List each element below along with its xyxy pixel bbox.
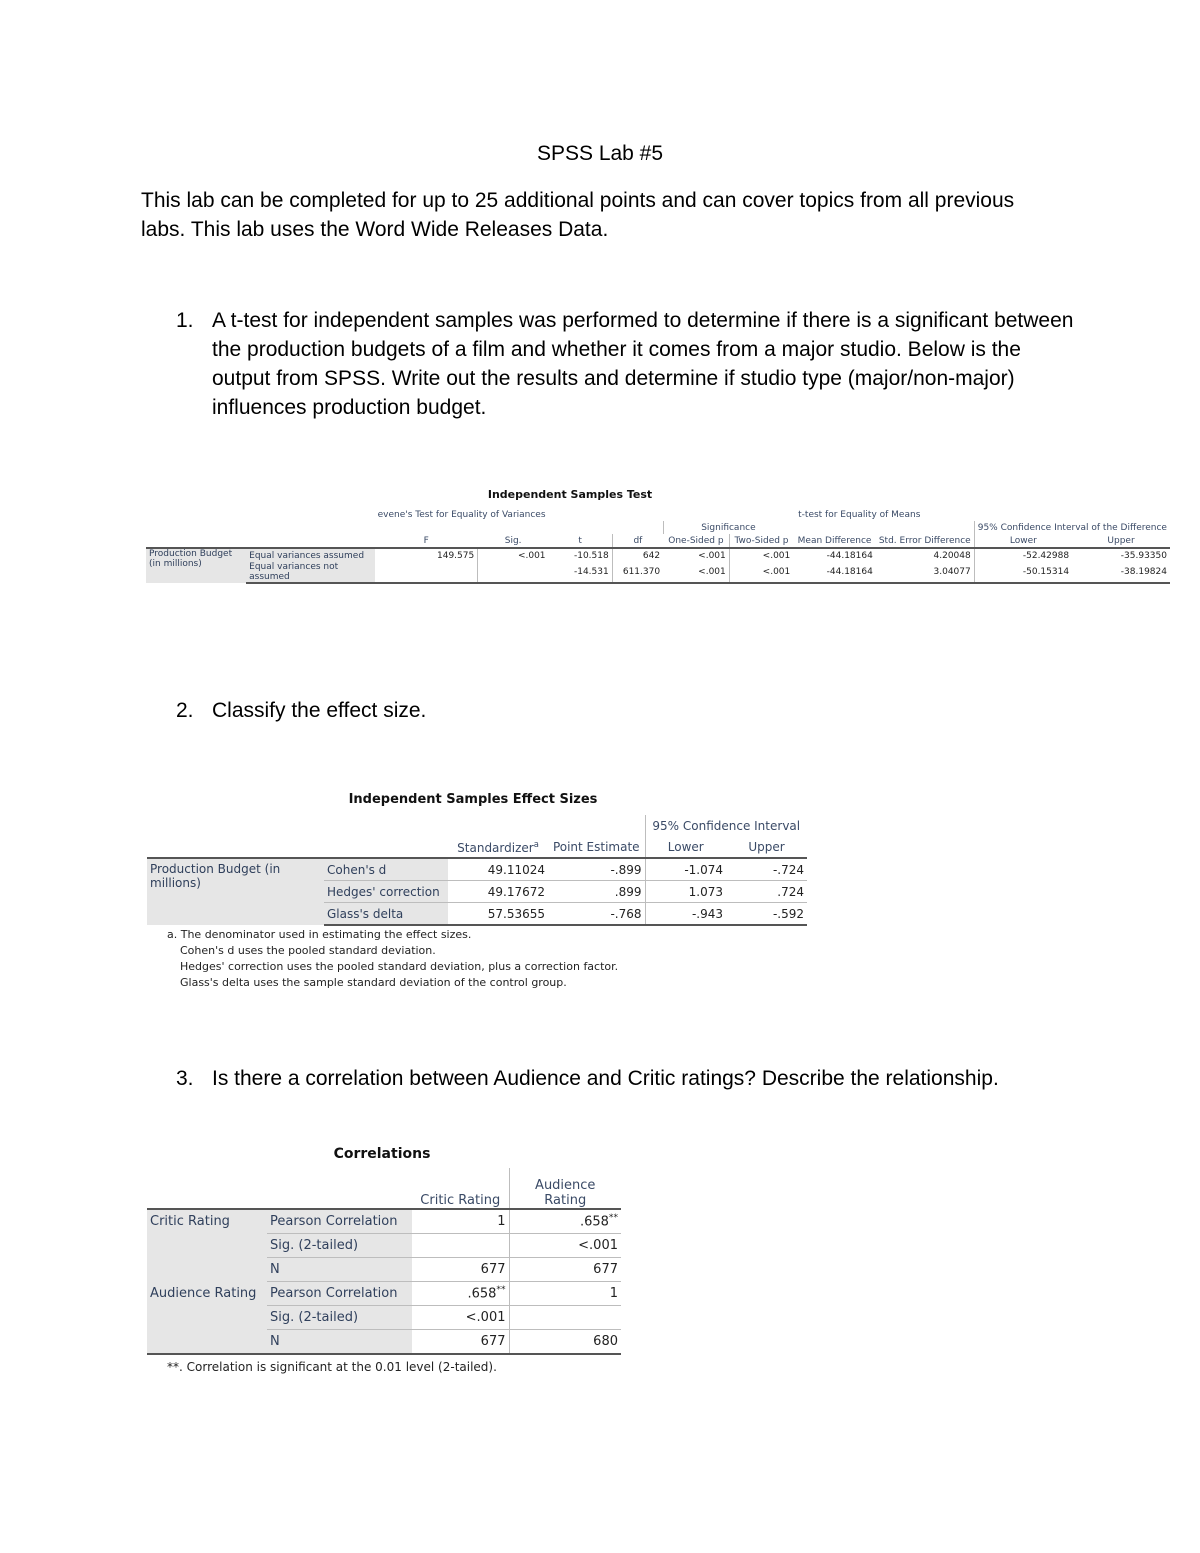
table-cell: -.899 <box>548 858 645 881</box>
table-cell: -.943 <box>645 903 726 926</box>
question-text: Classify the effect size. <box>212 699 427 722</box>
question-number: 2. <box>176 699 194 722</box>
table-cell: 680 <box>509 1330 621 1355</box>
table-cell: -14.531 <box>549 562 613 583</box>
footnote-line: Glass's delta uses the sample standard deviation of the control group. <box>180 976 567 989</box>
table-row <box>146 548 1170 562</box>
question-number: 3. <box>176 1067 194 1090</box>
ci-header: 95% Confidence Interval of the Difference <box>974 521 1170 534</box>
table-cell: 1 <box>412 1209 509 1234</box>
table-cell <box>509 1306 621 1330</box>
independent-samples-test-table <box>146 508 1170 584</box>
table2-footnotes <box>167 927 618 991</box>
question-text: A t-test for independent samples was performed to determine if there is a significant between the production budgets of a film and whether it comes from a major studio. Below is the output from SPSS. Write out the results and determine if studio type (major/non-major) influences production budget. <box>212 309 1074 419</box>
effect-sizes-table <box>147 815 807 926</box>
correlations-table <box>147 1168 621 1355</box>
table-cell: -50.15314 <box>974 562 1072 583</box>
row-group-label: Critic Rating <box>147 1209 267 1282</box>
table-cell: 677 <box>412 1330 509 1355</box>
table-row <box>146 562 1170 583</box>
col-header: t <box>549 534 613 548</box>
table-cell: -52.42988 <box>974 548 1072 562</box>
table-cell: 1 <box>509 1282 621 1306</box>
row-label: N <box>267 1330 412 1355</box>
row-label: Pearson Correlation <box>267 1282 412 1306</box>
table-cell: <.001 <box>663 548 729 562</box>
col-header: df <box>612 534 663 548</box>
question-2 <box>176 696 1076 725</box>
footnote-line: Hedges' correction uses the pooled standard deviation, plus a correction factor. <box>180 960 619 973</box>
col-header: Standardizer$^a$ <box>448 836 548 858</box>
col-header: F <box>375 534 478 548</box>
col-header: Point Estimate <box>548 836 645 858</box>
col-header: Lower <box>645 836 726 858</box>
table-cell: 149.575 <box>375 548 478 562</box>
table-cell: 677 <box>412 1258 509 1282</box>
table-cell: -44.18164 <box>793 548 876 562</box>
row-label: Pearson Correlation <box>267 1209 412 1234</box>
row-variable-label: Production Budget (in millions) <box>147 858 324 925</box>
levene-header: evene's Test for Equality of Variances <box>377 509 546 520</box>
significance-header: Significance <box>663 521 793 534</box>
table-cell <box>478 562 549 583</box>
table-cell: 677 <box>509 1258 621 1282</box>
table-cell <box>375 562 478 583</box>
ttest-header: t-test for Equality of Means <box>798 509 921 520</box>
table-cell: <.001 <box>478 548 549 562</box>
row-variable-label: Production Budget (in millions) <box>146 548 246 583</box>
table-cell: 4.20048 <box>876 548 974 562</box>
table-cell: 49.11024 <box>448 858 548 881</box>
table-cell: -10.518 <box>549 548 613 562</box>
row-label: Sig. (2-tailed) <box>267 1234 412 1258</box>
table-cell: <.001 <box>729 548 793 562</box>
document-title: SPSS Lab #5 <box>536 142 664 165</box>
col-header: One-Sided p <box>663 534 729 548</box>
table-cell: 611.370 <box>612 562 663 583</box>
table-cell: <.001 <box>412 1306 509 1330</box>
table-cell: <.001 <box>729 562 793 583</box>
col-header: Audience Rating <box>509 1168 621 1209</box>
table-cell: <.001 <box>663 562 729 583</box>
table2-title: Independent Samples Effect Sizes <box>348 792 598 807</box>
table-cell: .658** <box>509 1209 621 1234</box>
table-cell: -.592 <box>726 903 807 926</box>
table-cell: -.724 <box>726 858 807 881</box>
col-header: Lower <box>974 534 1072 548</box>
table3-footnote: **. Correlation is significant at the 0.01 level (2-tailed). <box>167 1360 497 1374</box>
table3-title: Correlations <box>333 1146 431 1162</box>
table-cell: <.001 <box>509 1234 621 1258</box>
row-label: N <box>267 1258 412 1282</box>
table-cell: 1.073 <box>645 881 726 903</box>
row-label: Equal variances assumed <box>246 548 374 562</box>
col-header: Sig. <box>478 534 549 548</box>
col-header: Std. Error Difference <box>876 534 974 548</box>
col-header: Upper <box>726 836 807 858</box>
table-row <box>147 1209 621 1234</box>
table-cell: 3.04077 <box>876 562 974 583</box>
table-cell: .724 <box>726 881 807 903</box>
ci-header: 95% Confidence Interval <box>645 815 807 836</box>
row-label: Sig. (2-tailed) <box>267 1306 412 1330</box>
table-cell: .658** <box>412 1282 509 1306</box>
table-cell: -.768 <box>548 903 645 926</box>
table-cell: -38.19824 <box>1072 562 1170 583</box>
question-text: Is there a correlation between Audience and Critic ratings? Describe the relationship. <box>212 1067 999 1090</box>
intro-paragraph: This lab can be completed for up to 25 additional points and can cover topics from all previous labs. This lab uses the Word Wide Releases Data. <box>141 189 1015 241</box>
table-cell: 642 <box>612 548 663 562</box>
question-number: 1. <box>176 309 194 332</box>
row-label: Cohen's d <box>324 858 448 881</box>
footnote-line: a. The denominator used in estimating the effect sizes. <box>167 928 472 941</box>
col-header: Upper <box>1072 534 1170 548</box>
row-label: Glass's delta <box>324 903 448 926</box>
table-cell: -1.074 <box>645 858 726 881</box>
table-cell: -35.93350 <box>1072 548 1170 562</box>
footnote-line: Cohen's d uses the pooled standard deviation. <box>180 944 436 957</box>
table-cell: -44.18164 <box>793 562 876 583</box>
table-cell <box>412 1234 509 1258</box>
table-cell: 57.53655 <box>448 903 548 926</box>
question-1 <box>176 306 1076 422</box>
table1-title: Independent Samples Test <box>487 488 653 501</box>
row-group-label: Audience Rating <box>147 1282 267 1355</box>
table-cell: 49.17672 <box>448 881 548 903</box>
row-label: Hedges' correction <box>324 881 448 903</box>
col-header: Two-Sided p <box>729 534 793 548</box>
question-3 <box>176 1064 1076 1093</box>
col-header: Mean Difference <box>793 534 876 548</box>
col-header: Critic Rating <box>412 1168 509 1209</box>
table-row <box>147 858 807 881</box>
table-row <box>147 1282 621 1306</box>
row-label: Equal variances not assumed <box>246 562 374 583</box>
table-cell: .899 <box>548 881 645 903</box>
